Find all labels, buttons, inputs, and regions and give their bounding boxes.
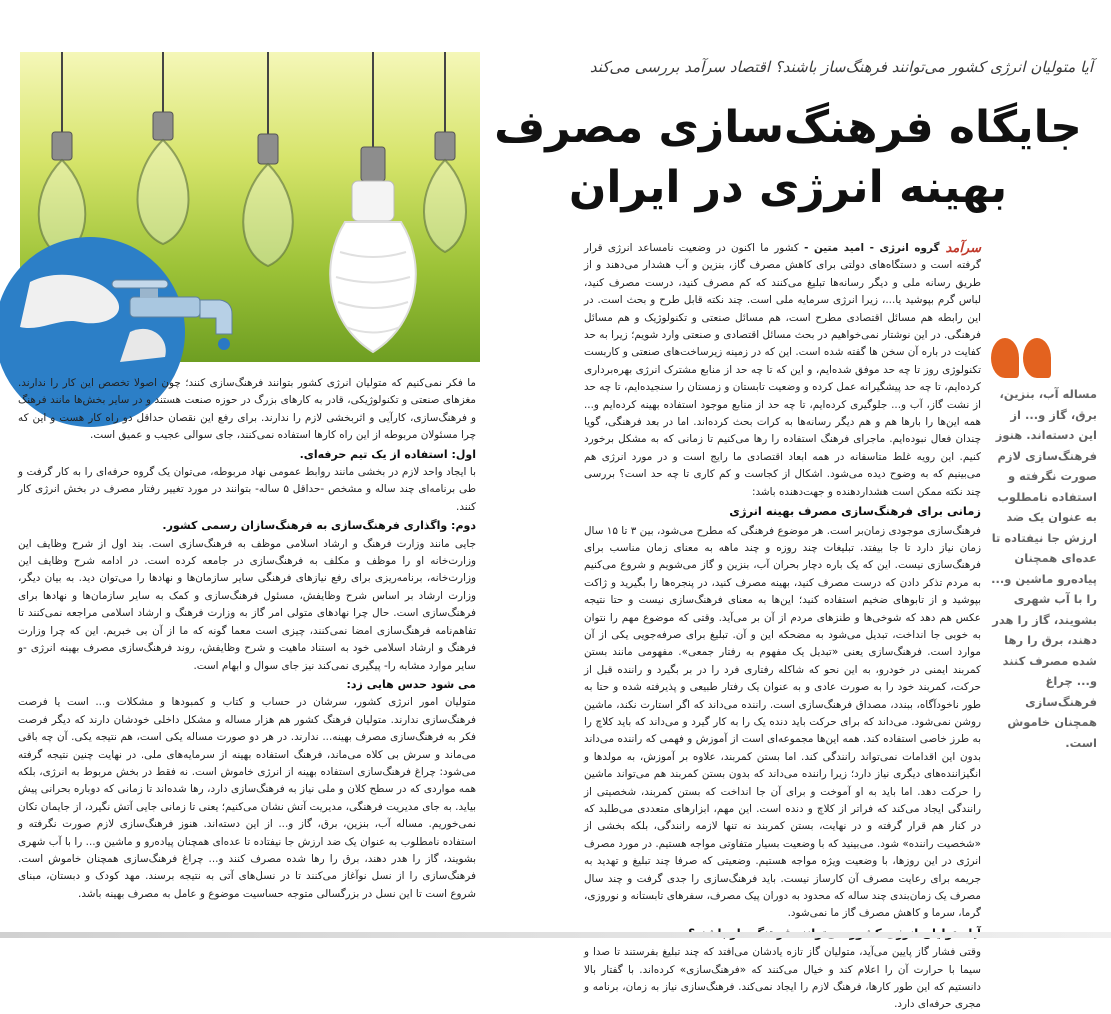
subheading: دوم: واگذاری فرهنگ‌سازی به فرهنگ‌سازان رسمی کشور. (162, 519, 476, 533)
paragraph-text: جایی مانند وزارت فرهنگ و ارشاد اسلامی موظف به فرهنگ‌سازی است. بند اول از شرح وظایف این وزارت‌خانه او را موظف و مکلف به فرهنگ‌سازی در جامعه کرده است. در ادامه شرح وظایف این وزارت‌خانه، برنامه‌ریزی برای رفع نیازهای فرهنگی سایر سازمان‌ها و نهادها را می‌توان دید. به بیان دیگر، وزارت ارشاد بر اساس شرح وظایفش، مسئول فرهنگ‌سازی و کمک به سایر سازمان‌ها و نهادها برای فرهنگ‌سازی است. حال چرا نهادهای متولی امر گاز به وزارت فرهنگ و ارشاد اسلامی مراجعه نمی‌کنند تا تفاهم‌نامه فرهنگ‌سازی امضا نمی‌کنند، چیزی است معما گونه که ما از آن بی خبریم. این که چرا وزارت فرهنگ و ارشاد اسلامی خود به استناد ماهیت و شرح وظایفش، روند فرهنگ‌سازی مصرف بهینه انرژی -و سایر موارد مشابه را- پیگیری نمی‌کند نیز جای سوال و ابهام است. (18, 537, 476, 672)
paragraph-text: فرهنگ‌سازی موجودی زمان‌بر است. هر موضوع فرهنگی که مطرح می‌شود، بین ۳ تا ۱۵ سال زمان نیاز دارد تا جا بیفتد. تبلیغات چند روزه و چند ماهه به معنای زمان مناسب برای فرهنگ‌سازی نیست. این که یک باره دچار بحران آب، بنزین و گاز می‌شویم و شروع می‌کنیم به مردم تذکر دادن که درست مصرف کنید، بهینه مصرف کنید، در پنجره‌ها را بگیرید و ژاکت بپوشید و از تابوهای ضخیم استفاده کنید؛ این‌ها به معنای فرهنگ‌سازی نیست و حتا نتیجه عکس هم دهد که شوخی‌ها و طنزهای مردم از آن بر می‌آید. وقتی که موضوع مهم را نتوان به خوبی جا انداخت، تبدیل می‌شود به مضحکه این و آن. تبلیغ برای صرفه‌جویی یکی از آن موارد است. فرهنگ‌سازی یعنی «تبدیل یک مفهوم به رفتار جمعی». مفهومی مانند بستن کمربند ایمنی در خودرو، به این نحو که شاکله رفتاری فرد را در بر بگیرد و راننده قبل از حرکت، کمربند خود را به صورت عادی و به عنوان یک رفتار طبیعی و پذیرفته شده و حتا به طور ناخودآگاه، ببندد، مصداق فرهنگ‌سازی است. راننده می‌داند که اگر استارت نکند، ماشین روشن نمی‌شود. می‌داند که برای حرکت باید دنده یک را به کار گیرد و می‌داند که باید کلاچ را به طرز خاصی استفاده کند. همه این‌ها مجموعه‌ای است از آموزش و فهمی که راننده می‌داند بدون این اقدامات نمی‌تواند رانندگی کند. اما بستن کمربند، علاوه بر آموزش، به مولدها و انگیزاننده‌های دیگری نیاز دارد؛ زیرا راننده می‌داند که بدون بستن کمربند هم می‌تواند ماشین را حرکت دهد. اما باید به او آموخت و برای آن جا انداخت که بستن کمربند، شخصیتی از رانندگی ایجاد می‌کند که فراتر از کلاچ و دنده است. این مهم، ابزارهای متعددی می‌طلبد که در کنار هم قرار گرفته و در نهایت، بستن کمربند نه تنها لازمه رانندگی، بلکه بخشی از «شخصیت راننده» شود. می‌بینید که با وضعیت بسیار متفاوتی مواجه هستیم. در مورد مصرف انرژی در این روزها، با وضعیت ویژه مواجه هستیم. وضعیتی که صرفا چند تبلیغ و تهدید به جریمه برای رعایت مصرف آن کارساز نیست. باید فرهنگ‌سازی را جدی گرفت و چند سال مصرف یک زمان‌بندی چند ساله که محدود به دوران پیک مصرف، سفرهای تابستانه و نوروزی، گرما، سرما و کاهش مصرف گاز ما نمی‌شود. (584, 524, 981, 920)
page-footer-bar (0, 932, 1111, 938)
paragraph-text: وقتی فشار گاز پایین می‌آید، متولیان گاز تازه یادشان می‌افتد که چند تبلیغ بفرستند تا صدا و سیما با حرارت آن را اعلام کند و خیال می‌کنند که «فرهنگ‌سازی» کرده‌اند. با گفتار بالا دانستیم که این طور کارها، فرهنگ لازم را ایجاد نمی‌کند. فرهنگ‌سازی نیاز به زمان، برنامه و مجری حرفه‌ای دارد. (584, 946, 981, 1011)
lead-paragraph (584, 240, 981, 501)
pull-quote (991, 338, 1097, 753)
brand-signature: سرآمد (945, 241, 981, 256)
paragraph-text: متولیان امور انرژی کشور، سرشان در حساب و کتاب و کمبودها و مشکلات و... است یا فرصت فرهنگ‌سازی ندارند. متولیان فرهنگ کشور هم هزار مساله و مشکل داخلی خودشان دارند که دیگر فرصت فکر به فرهنگ‌سازی مصرف بهینه... ندارند. در هر دو صورت مساله یکی است، هم نتیجه یکی. آن چه باقی می‌ماند و سرش بی کلاه می‌ماند، فرهنگ استفاده بهینه از سرمایه‌های ملی. در نهایت چنین نتیجه گرفته می‌شود: چراغ فرهنگ‌سازی استفاده بهینه از انرژی خاموش است. نه فقط در بخش مربوط به انرژی، بلکه همه مواردی که در سطح کلان و ملی نیاز به فرهنگ‌سازی دارد، رها شده‌اند تا زمانی که دوباره بحرانی پیش بیاید. به جای مدیریت فرهنگی، مدیریت آتش نشان می‌کنیم؛ یعنی تا زمانی جایی آتش نگیرد، از جایمان تکان نمی‌خوریم. مساله آب، بنزین، برق، گاز و... از این دسته‌اند. هنوز فرهنگ‌سازی لازم صورت نگرفته و استفاده نامطلوب به عنوان یک ضد ارزش جا نیفتاده تا عده‌ای همچنان پیاده‌رو و ماشین و... را با آب شهری بشویند، گاز را هدر دهند، برق را رها شده مصرف کنند و... چراغ فرهنگ‌سازی همچنان خاموش است. فرهنگ‌سازی را از نسل نوآغاز می‌کنند تا در نسل‌های آتی به نتیجه برسند. مهد کودک و دبستان، مبنای شروع است تا این نسل در بزرگسالی متوجه حساسیت موضوع و عامل به مصرف بهینه باشد. (18, 696, 476, 900)
article-column-left (18, 375, 476, 935)
article-column-right (584, 240, 981, 1011)
paragraph-text: کشور ما اکنون در وضعیت نامساعد انرژی قرار گرفته است و دستگاه‌های دولتی برای کاهش مصرف گاز، بنزین و آب هشدار می‌دهند و از طریق رسانه ملی و دیگر رسانه‌ها تبلیغ می‌کنند که کم مصرف کنید، درست مصرف کنید، لباس گرم بپوشید یا...، زیرا انرژی سرمایه ملی است. چند نکته قابل طرح و بحث است. در این رابطه هم مسائل اقتصادی مطرح است، هم مسائل صنعتی و تکنولوژیک و هم مسائل فرهنگی. در این نوشتار نمی‌خواهیم در بحث مسائل اقتصادی و صنعتی وارد شویم؛ زیرا به حد کفایت در باره آن سخن ها گفته شده است. این که در زمینه زیرساخت‌های صنعتی و کاربست تکنولوژی روز تا چه حد موفق شده‌ایم، و این که تا چه حد از منابع مشترک انرژی بهره‌برداری کرده‌ایم، تا چه حد پیشگیرانه عمل کرده و وضعیت تابستان و زمستان را سنجیده‌ایم، تا چه حد از نشت گاز، آب و... جلوگیری کرده‌ایم، تا چه حد از منابع موجود استفاده بهینه کرده‌ایم و... همه این‌ها را بارها هم و هم دیگر رسانه‌ها به کرات بحث کرده‌اند. اما در بعد فرهنگی، گویا چندان فعال نبوده‌ایم. ماجرای فرهنگ استفاده را رها می‌کنیم تا زمانی که به مشکل برخورد کنیم. این رویه غلط متاسفانه در همه ابعاد اقتصادی ما رایج است و در مورد انرژی هم می‌بینیم که به وضوح دیده می‌شود. اشکال از کجاست و کم کاری تا چه حد است؟ بررسی چند نکته ممکن است هشداردهنده و جهت‌دهنده باشد: (584, 242, 981, 498)
subheading: زمانی برای فرهنگ‌سازی مصرف بهینه انرژی (729, 504, 981, 519)
subheading: می شود حدس هایی زد: (346, 677, 476, 691)
pull-quote-text: مساله آب، بنزین، برق، گاز و... از این دسته‌اند. هنوز فرهنگ‌سازی لازم صورت نگرفته و استفاده نامطلوب به عنوان یک ضد ارزش جا نیفتاده تا عده‌ای همچنان پیاده‌رو ماشین و... را با آب شهری بشویند، گاز را هدر دهند، برق را رها شده مصرف کنند و... چراغ فرهنگ‌سازی همچنان خاموش است. (991, 387, 1097, 750)
paragraph-text: با ایجاد واحد لازم در بخشی مانند روابط عمومی نهاد مربوطه، می‌توان یک گروه حرفه‌ای را به کار گرفت و طی برنامه‌ای چند ساله و مشخص -حداقل ۵ ساله- بتوانند در مورد تغییر رفتار مصرف در بخش انرژی کار کنند. (18, 466, 476, 513)
quote-marks-icon (991, 338, 1097, 378)
energy-saving-bulb-icon (330, 181, 416, 352)
byline: گروه انرژی - امید متین - (804, 242, 940, 254)
subheading: اول: استفاده از یک تیم حرفه‌ای. (299, 447, 476, 461)
lightbulbs-illustration (20, 52, 480, 362)
paragraph-text: ما فکر نمی‌کنیم که متولیان انرژی کشور بتوانند فرهنگ‌سازی کنند؛ چون اصولا تخصص این کار را ندارند. مغزهای صنعتی و تکنولوژیکی، قادر به کارهای بزرگ در حوزه صنعت هستند و در سایر بخش‌ها مانند فرهنگ و فرهنگ‌سازی، کارآیی و اثربخشی لازم را ندارند. برای رفع این نقصان حداقل دو راه کار هست و این که چرا مسئولان مربوطه از این راه کارها استفاده نمی‌کنند، جای سوالی عجیب و عمیق است. (18, 377, 476, 442)
article-kicker: آیا متولیان انرژی کشور می‌توانند فرهنگ‌ساز باشند؟ اقتصاد سرآمد بررسی می‌کند (589, 58, 1093, 76)
article-headline: جایگاه فرهنگ‌سازی مصرف بهینه انرژی در ایران (494, 102, 1082, 213)
article-photo (20, 52, 480, 362)
